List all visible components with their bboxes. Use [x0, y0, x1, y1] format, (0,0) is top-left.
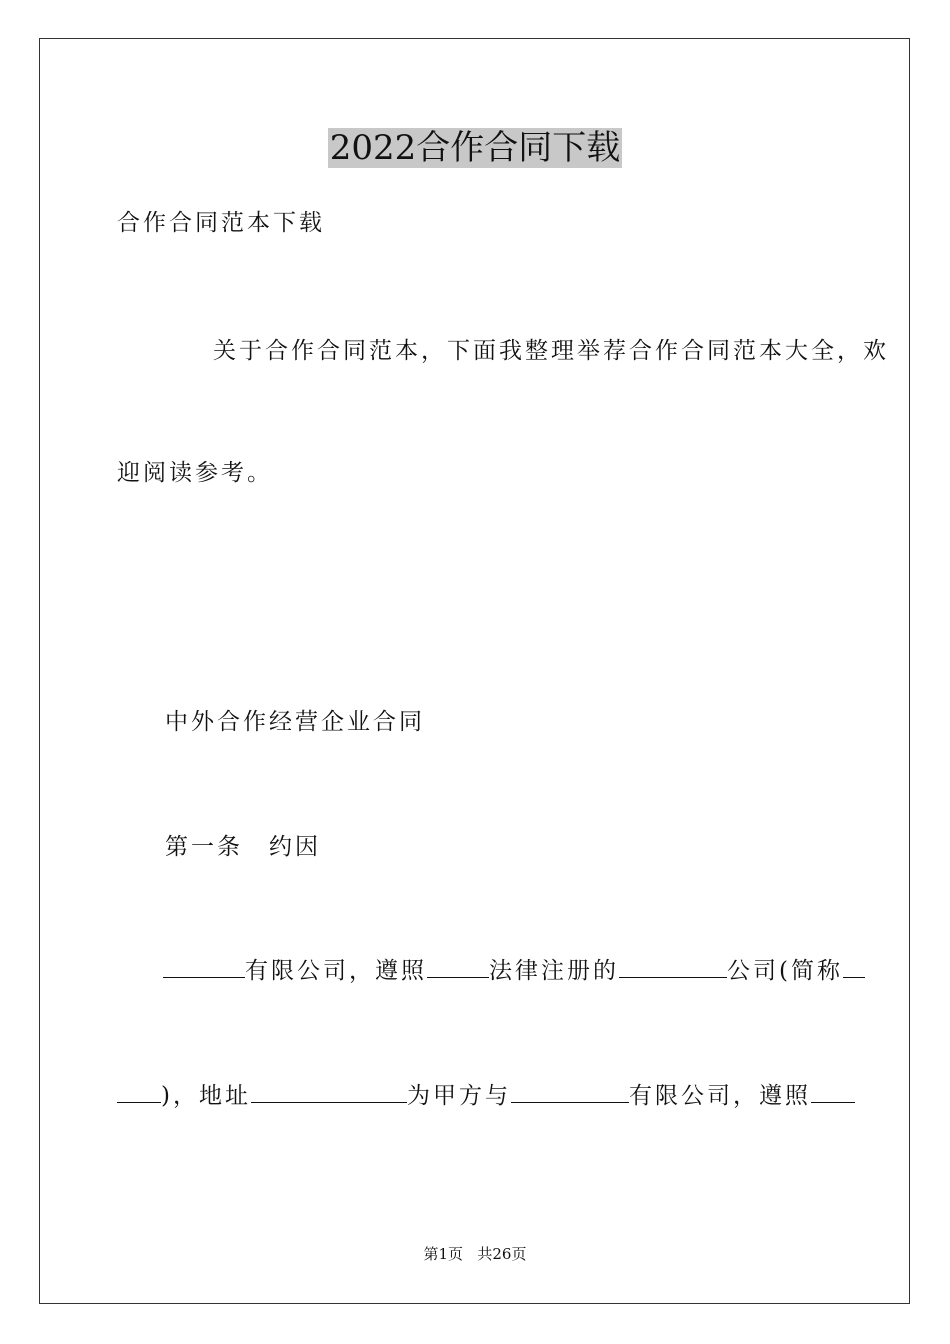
clause-line-2 [117, 1080, 855, 1111]
page-number: 第1页 [423, 1245, 464, 1263]
intro-line-2: 迎阅读参考。 [117, 460, 273, 486]
title-wrap [0, 128, 950, 168]
document-title: 2022合作合同下载 [329, 128, 621, 168]
clause-text: 有限公司，遵照 [628, 1083, 811, 1109]
subtitle: 合作合同范本下载 [117, 210, 325, 236]
blank-field[interactable] [163, 955, 245, 978]
clause-text: 法律注册的 [489, 958, 619, 984]
clause-text: 公司(简称 [727, 958, 843, 984]
blank-field[interactable] [811, 1080, 855, 1103]
blank-field[interactable] [619, 955, 727, 978]
clause-text: 为甲方与 [406, 1083, 511, 1109]
clause-line-1 [163, 955, 865, 986]
blank-field[interactable] [427, 955, 489, 978]
article-1-title: 第一条 约因 [165, 834, 321, 860]
page-footer [0, 1244, 950, 1264]
page-total: 共26页 [477, 1245, 527, 1263]
blank-field[interactable] [117, 1080, 161, 1103]
contract-heading: 中外合作经营企业合同 [165, 709, 425, 735]
blank-field[interactable] [511, 1080, 629, 1103]
blank-field[interactable] [251, 1080, 407, 1103]
clause-text: 有限公司，遵照 [245, 958, 427, 984]
intro-line-1: 关于合作合同范本，下面我整理举荐合作合同范本大全，欢 [213, 338, 889, 364]
clause-text: )，地址 [161, 1083, 251, 1109]
blank-field[interactable] [843, 955, 865, 978]
footer-spacer [463, 1245, 477, 1263]
